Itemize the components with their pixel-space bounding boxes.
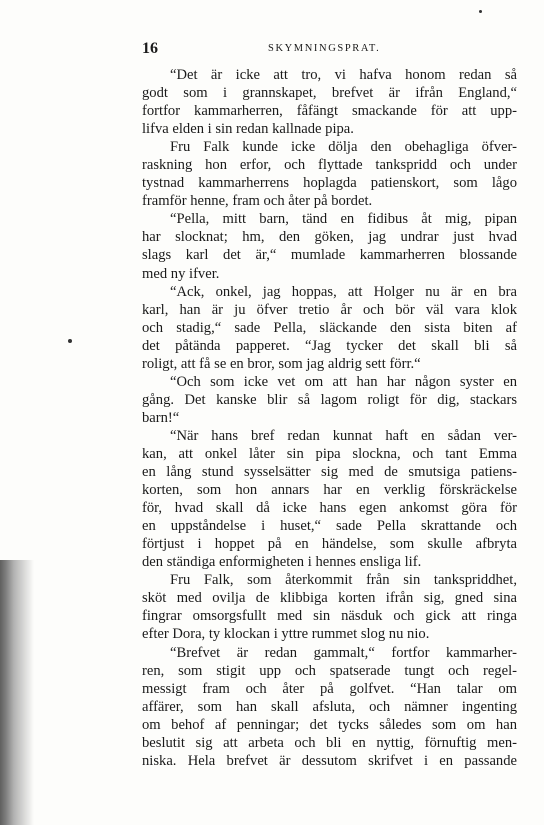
text-line: den ständiga enformigheten i hennes ensliga lif.: [142, 554, 422, 571]
text-line: för, hvad skall då icke hans egen ankomst göra för: [142, 500, 517, 517]
text-line: barn!“: [142, 409, 180, 426]
text-line: Fru Falk kunde icke dölja den obehagliga öfver-: [170, 139, 517, 156]
text-line: har slocknat; hm, den göken, jag undrar just hvad: [142, 229, 517, 246]
text-line: efter Dora, ty klockan i yttre rummet slog nu nio.: [142, 626, 430, 643]
running-head: SKYMNINGSPRAT.: [268, 43, 381, 54]
page-number: 16: [142, 40, 158, 57]
paper-speck: [479, 10, 482, 13]
page-binding-shadow: [0, 560, 34, 825]
text-line: godt som i grannskapet, brefvet är ifrån England,“: [142, 85, 517, 102]
body-text: [142, 66, 517, 770]
text-line: om behof af penningar; det tycks således som om han: [142, 716, 517, 733]
text-line: en uppståndelse i huset,“ sade Pella skrattande och: [142, 518, 517, 535]
paper-speck: [68, 339, 72, 343]
text-line: “Brefvet är redan gammalt,“ fortfor kammarher-: [170, 644, 517, 661]
text-line: “Ack, onkel, jag hoppas, att Holger nu är en bra: [170, 283, 517, 300]
text-line: “Det är icke att tro, vi hafva honom redan så: [170, 67, 517, 83]
page-header: [142, 40, 522, 62]
text-line: affärer, som han skall afsluta, och nämner ingenting: [142, 698, 517, 715]
text-line: fortfor kammarherren, fåfängt smackande för att upp-: [142, 103, 517, 120]
text-line: med ny ifver.: [142, 265, 220, 282]
text-line: fingrar omsorgsfullt med sin näsduk och gick att ringa: [142, 608, 517, 625]
text-line: “Pella, mitt barn, tänd en fidibus åt mig, pipan: [170, 211, 517, 228]
text-line: roligt, att få se en bror, som jag aldrig sett förr.“: [142, 355, 421, 372]
text-line: “När hans bref redan kunnat haft en sådan ver-: [170, 427, 517, 444]
text-line: sköt med ovilja de klibbiga korten ifrån sig, gned sina: [142, 590, 517, 607]
text-line: niska. Hela brefvet är dessutom skrifvet i en passande: [142, 752, 517, 769]
text-line: lifva elden i sin redan kallnade pipa.: [142, 121, 354, 138]
text-line: slags karl det är,“ mumlade kammarherren blossande: [142, 247, 517, 264]
text-line: tystnad kammarherrens hoplagda patienskort, som lågo: [142, 175, 517, 192]
text-line: Fru Falk, som återkommit från sin tankspriddhet,: [170, 572, 517, 589]
text-line: en lång stund sysselsätter sig med de smutsiga patiens-: [142, 464, 517, 481]
text-line: beslutit sig att arbeta och bli en nyttig, förnuftig men-: [142, 734, 517, 751]
text-line: gång. Det kanske blir så lagom roligt för dig, stackars: [142, 391, 517, 408]
text-line: kan, att onkel låter sin pipa slockna, och tant Emma: [142, 445, 517, 462]
text-line: karl, han är ju öfver tretio år och bör väl vara klok: [142, 301, 517, 318]
text-line: messigt fram och åter på golfvet. “Han talar om: [142, 680, 517, 697]
text-line: och stadig,“ sade Pella, släckande den sista biten af: [142, 319, 517, 336]
text-line: framför henne, fram och åter på bordet.: [142, 193, 373, 210]
text-line: korten, som hon annars har en verklig förskräckelse: [142, 482, 517, 499]
text-line: “Och som icke vet om att han har någon syster en: [170, 373, 517, 390]
text-line: ren, som stigit upp och spatserade tungt och regel-: [142, 662, 517, 679]
text-line: raskning hon erfor, och flyttade tankspridd och under: [142, 157, 517, 174]
text-line: förtjust i hoppet på en händelse, som skulle afbryta: [142, 536, 517, 553]
text-line: det påtända papperet. “Jag tycker det skall bli så: [142, 337, 517, 354]
